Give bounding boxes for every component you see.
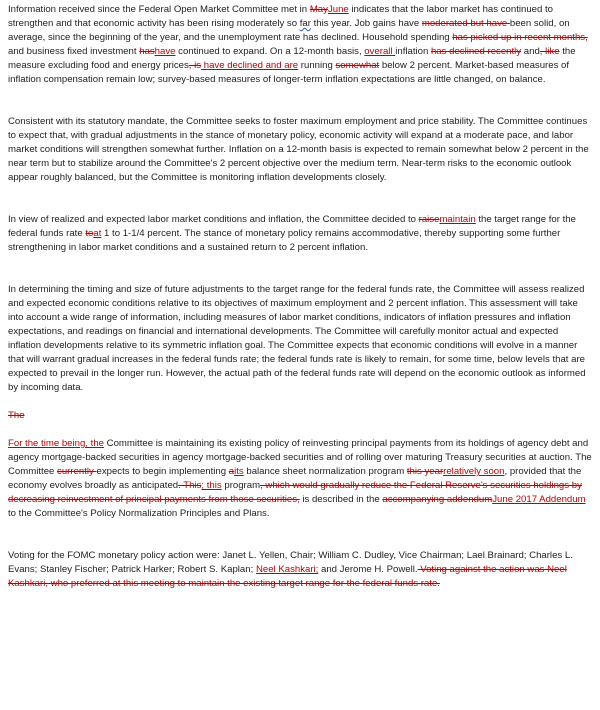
deleted-text: a <box>228 466 235 477</box>
inserted-text: have declined and are <box>201 60 299 71</box>
text-run: Voting for the FOMC monetary policy action were: Janet L. Yellen, Chair; William C. Dudley, Vice Chairman; Lael Brainard; Charles L. Evans; Stanley Fischer; Patrick Harker; Robert S. Kaplan; <box>8 550 573 575</box>
paragraph-future-adjustments <box>8 283 592 395</box>
text-run: In view of realized and expected labor market conditions and inflation, the Committee decided to <box>8 214 419 225</box>
spelling-flagged-text: far <box>299 18 311 29</box>
paragraph-gap <box>8 423 592 437</box>
text-run: this year. Job gains have <box>310 18 422 29</box>
paragraph-gap <box>8 521 592 549</box>
inserted-text: have <box>154 46 176 57</box>
deleted-text: somewhat <box>335 60 380 71</box>
deleted-text: this year <box>406 466 444 477</box>
text-run: is described in the <box>299 494 383 505</box>
text-run: the measure excluding food and energy prices <box>8 46 576 71</box>
paragraph-rate-decision <box>8 213 592 255</box>
text-run: and <box>521 46 540 57</box>
text-run: 1 to 1-1/4 percent. The stance of monetary policy remains accommodative, thereby supporting some further strengthening in labor market conditions and a sustained return to 2 percent inflation. <box>8 228 561 253</box>
paragraph-gap <box>8 255 592 283</box>
inserted-text: ; this <box>201 480 222 491</box>
deleted-text: to <box>85 228 94 239</box>
text-run: to the Committee's Policy Normalization Principles and Plans. <box>8 508 270 519</box>
text-run: been solid, on average, since the beginning of the year, and the unemployment rate has declined. Household spending <box>8 18 570 43</box>
text-run: inflation <box>395 46 431 57</box>
text-run: , provided that the economy evolves broadly as anticipated <box>8 466 582 491</box>
inserted-text: overall <box>364 46 396 57</box>
text-run: Consistent with its statutory mandate, the Committee seeks to foster maximum employment and price stability. The Committee continues to expect that, with gradual adjustments in the stance of monetary policy, economic activity will expand at a moderate pace, and labor market conditions will strengthen somewhat further. Inflation on a 12-month basis is expected to remain somewhat below 2 percent in the near term but to stabilize around the Committee's 2 percent objective over the medium term. Near-term risks to the economic outlook appear roughly balanced, but the Committee is monitoring inflation developments closely. <box>8 116 589 183</box>
inserted-text: June 2017 Addendum <box>492 494 586 505</box>
text-run: Information received since the Federal Open Market Committee met in <box>8 4 310 15</box>
paragraph-gap <box>8 87 592 115</box>
text-run: In determining the timing and size of future adjustments to the target range for the federal funds rate, the Committee will assess realized and expected economic conditions relative to its objectives of maximum employment and 2 percent inflation. This assessment will take into account a wide range of information, including measures of labor market conditions, indicators of inflation pressures and inflation expectations, and readings on financial and international developments. The Committee will carefully monitor actual and expected inflation developments relative to its symmetric inflation goal. The Committee expects that economic conditions will evolve in a manner that will warrant gradual increases in the federal funds rate; the federal funds rate is likely to remain, for some time, below levels that are expected to prevail in the longer run. However, the actual path of the federal funds rate will depend on the economic outlook as informed by incoming data. <box>8 284 586 393</box>
text-run: the target range for the federal funds rate <box>8 214 576 239</box>
inserted-text: Neel Kashkari; <box>255 564 319 575</box>
text-run: balance sheet normalization program <box>243 466 407 477</box>
deleted-text: , which would gradually reduce the Federal Reserve's securities holdings by decreasing reinvestment of principal payments from those securities, <box>8 480 582 505</box>
deleted-text: The <box>8 410 25 421</box>
inserted-text: maintain <box>439 214 476 225</box>
text-run: and Jerome H. Powell. <box>318 564 418 575</box>
deleted-text: raise <box>418 214 440 225</box>
paragraph-labor-market <box>8 3 592 87</box>
inserted-text: its <box>234 466 244 477</box>
paragraph-voting <box>8 549 592 591</box>
deleted-text: has <box>139 46 155 57</box>
text-run: below 2 percent. Market-based measures of inflation compensation remain low; survey-based measures of longer-term inflation expectations are little changed, on balance. <box>8 60 570 85</box>
text-run: continued to expand. On a 12-month basis, <box>175 46 365 57</box>
deleted-text: , like <box>539 46 560 57</box>
paragraph-statutory-mandate <box>8 115 592 185</box>
deleted-text: moderated but have <box>421 18 510 29</box>
paragraph-balance-sheet <box>8 437 592 521</box>
text-run: and business fixed investment <box>8 46 140 57</box>
text-run: indicates that the labor market has continued to strengthen and that economic activity has been rising moderately so <box>8 4 554 29</box>
deleted-text: May <box>309 4 328 15</box>
deleted-text: . This <box>178 480 202 491</box>
text-run: program <box>221 480 261 491</box>
deleted-text: currently <box>57 466 97 477</box>
inserted-text: at <box>93 228 102 239</box>
deleted-text: has declined recently <box>430 46 522 57</box>
text-run: running <box>298 60 336 71</box>
paragraph-deleted-the <box>8 409 592 423</box>
inserted-text: June <box>327 4 349 15</box>
deleted-text: Voting against the action was Neel Kashkari, who preferred at this meeting to maintain the existing target range for the federal funds rate. <box>8 564 567 589</box>
inserted-text: For the time being, the <box>8 438 104 449</box>
deleted-text: , is <box>188 60 202 71</box>
deleted-text: accompanying addendum <box>382 494 493 505</box>
deleted-text: has picked up in recent months, <box>452 32 588 43</box>
paragraph-gap <box>8 395 592 409</box>
inserted-text: relatively soon <box>443 466 505 477</box>
text-run: Committee is maintaining its existing policy of reinvesting principal payments from its holdings of agency debt and agency mortgage-backed securities in agency mortgage-backed securities and of rolling over maturing Treasury securities at auction. The Committee <box>8 438 592 477</box>
paragraph-gap <box>8 185 592 213</box>
text-run: expects to begin implementing <box>96 466 229 477</box>
